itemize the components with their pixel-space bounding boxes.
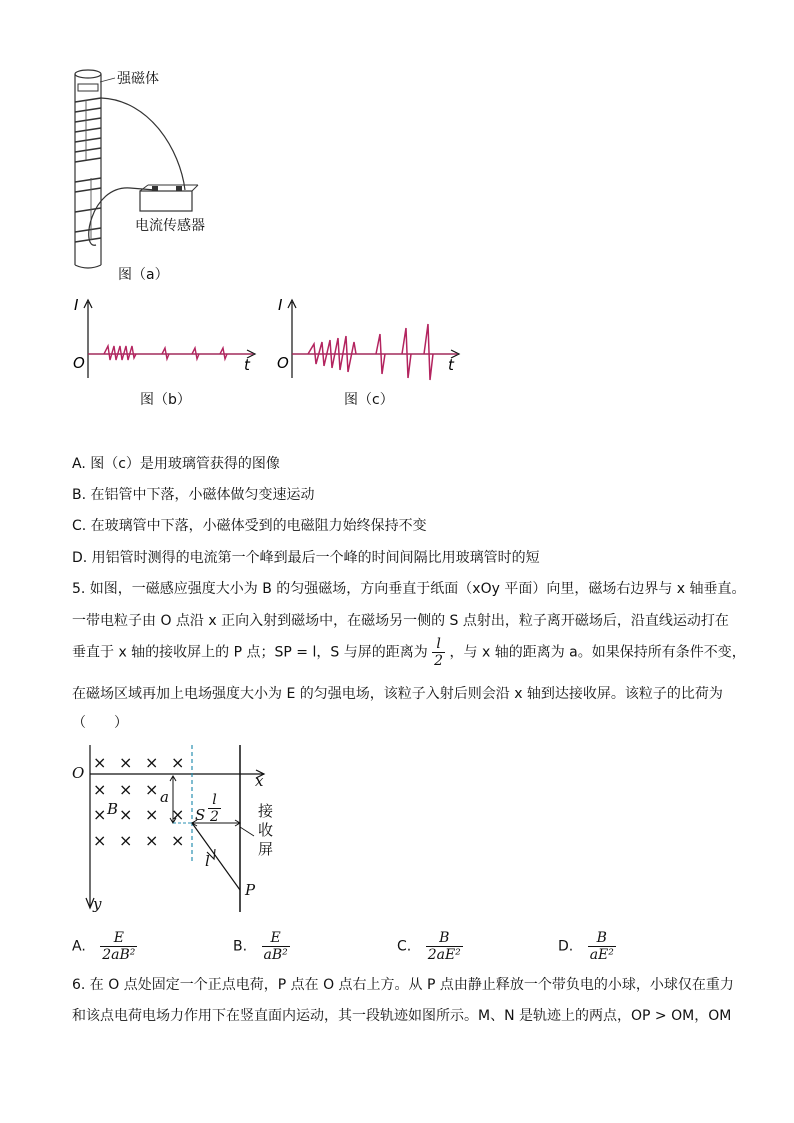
svg-text:×: × — [145, 831, 159, 850]
figure-c-caption: 图（c） — [344, 392, 394, 408]
q5-origin-label: O — [72, 764, 85, 782]
q5-y-label: y — [93, 895, 102, 913]
answer-c-num: B — [426, 930, 463, 947]
half-l-den: 2 — [210, 809, 219, 825]
svg-text:×: × — [119, 753, 133, 772]
half-l-num: l — [208, 792, 221, 809]
answer-d-den: aE² — [589, 947, 614, 963]
magnet-label: 强磁体 — [117, 71, 159, 87]
q4-option-b: B. 在铝管中下落，小磁体做匀变速运动 — [72, 487, 315, 503]
frac-den: 2 — [434, 653, 444, 669]
sensor-label: 电流传感器 — [135, 218, 205, 234]
svg-text:×: × — [93, 753, 107, 772]
answer-b-num: E — [262, 930, 290, 947]
svg-text:×: × — [119, 780, 133, 799]
q5-field-label: B — [107, 800, 119, 818]
q5-answer-a[interactable] — [72, 930, 137, 963]
screen-char-3: 屏 — [258, 840, 274, 858]
q5-s-label: S — [195, 806, 206, 824]
q5-line-4: 在磁场区域再加上电场强度大小为 E 的匀强电场，该粒子入射后则会沿 x 轴到达接收屏。该粒子的比荷为 — [72, 686, 723, 702]
q5-screen-label — [258, 802, 273, 859]
svg-text:×: × — [119, 805, 133, 824]
svg-text:×: × — [93, 831, 107, 850]
fig-b-x-label: t — [244, 356, 250, 374]
q5-line-2: 一带电粒子由 O 点沿 x 正向入射到磁场中，在磁场另一侧的 S 点射出，粒子离开磁场后，沿直线运动打在 — [72, 613, 729, 629]
q5-line-5: （ ） — [72, 715, 128, 731]
answer-a-label: A. — [72, 938, 86, 955]
q5-line-3-start: 垂直于 x 轴的接收屏上的 P 点；SP = l，S 与屏的距离为 — [72, 644, 428, 661]
q5-answer-c[interactable] — [397, 930, 463, 963]
svg-text:×: × — [145, 805, 159, 824]
answer-c-label: C. — [397, 938, 412, 955]
q5-line-1: 5. 如图，一磁感应强度大小为 B 的匀强磁场，方向垂直于纸面（xOy 平面）向里，磁场右边界与 x 轴垂直。 — [72, 581, 746, 597]
q5-line-3-end: ，与 x 轴的距离为 a。如果保持所有条件不变， — [449, 644, 746, 661]
fig-c-y-label: I — [278, 296, 283, 314]
q5-answer-d[interactable] — [558, 930, 616, 963]
q4-option-a: A. 图（c）是用玻璃管获得的图像 — [72, 456, 280, 472]
svg-text:×: × — [171, 753, 185, 772]
svg-text:×: × — [119, 831, 133, 850]
screen-char-2: 收 — [258, 821, 274, 839]
q5-l-label: l — [205, 852, 210, 870]
answer-b-label: B. — [233, 938, 248, 955]
answer-b-den: aB² — [263, 947, 288, 963]
answer-a-fraction — [100, 930, 137, 963]
answer-d-label: D. — [558, 938, 574, 955]
q5-answer-b[interactable] — [233, 930, 290, 963]
answer-c-fraction — [426, 930, 463, 963]
svg-text:×: × — [171, 805, 185, 824]
svg-text:×: × — [171, 831, 185, 850]
q4-option-c: C. 在玻璃管中下落，小磁体受到的电磁阻力始终保持不变 — [72, 518, 427, 534]
answer-a-den: 2aB² — [102, 947, 136, 963]
figure-b-caption: 图（b） — [140, 392, 191, 408]
figure-c — [272, 296, 472, 384]
q6-line-2: 和该点电荷电场力作用下在竖直面内运动，其一段轨迹如图所示。M、N 是轨迹上的两点，OP > OM，OM — [72, 1008, 732, 1024]
answer-a-num: E — [100, 930, 137, 947]
svg-text:×: × — [93, 805, 107, 824]
q5-x-label: x — [255, 772, 264, 790]
fig-b-y-label: I — [74, 296, 79, 314]
q5-half-l-fraction — [432, 636, 445, 669]
frac-num: l — [432, 636, 445, 653]
q5-a-label: a — [160, 788, 169, 806]
answer-c-den: 2aE² — [427, 947, 461, 963]
q5-line-3 — [72, 636, 746, 669]
svg-text:×: × — [93, 780, 107, 799]
q5-p-label: P — [245, 881, 256, 899]
figure-a-caption: 图（a） — [118, 267, 169, 283]
figure-a — [60, 60, 300, 285]
q5-half-l-label — [208, 792, 221, 825]
fig-c-x-label: t — [448, 356, 454, 374]
fig-b-origin: O — [73, 354, 85, 372]
svg-text:×: × — [145, 780, 159, 799]
svg-text:×: × — [145, 753, 159, 772]
screen-char-1: 接 — [258, 802, 274, 820]
answer-d-num: B — [588, 930, 616, 947]
answer-d-fraction — [588, 930, 616, 963]
fig-c-origin: O — [277, 354, 289, 372]
q4-option-d: D. 用铝管时测得的电流第一个峰到最后一个峰的时间间隔比用玻璃管时的短 — [72, 550, 540, 566]
q6-line-1: 6. 在 O 点处固定一个正点电荷，P 点在 O 点右上方。从 P 点由静止释放一个带负电的小球，小球仅在重力 — [72, 977, 734, 993]
answer-b-fraction — [262, 930, 290, 963]
figure-b — [68, 296, 268, 384]
